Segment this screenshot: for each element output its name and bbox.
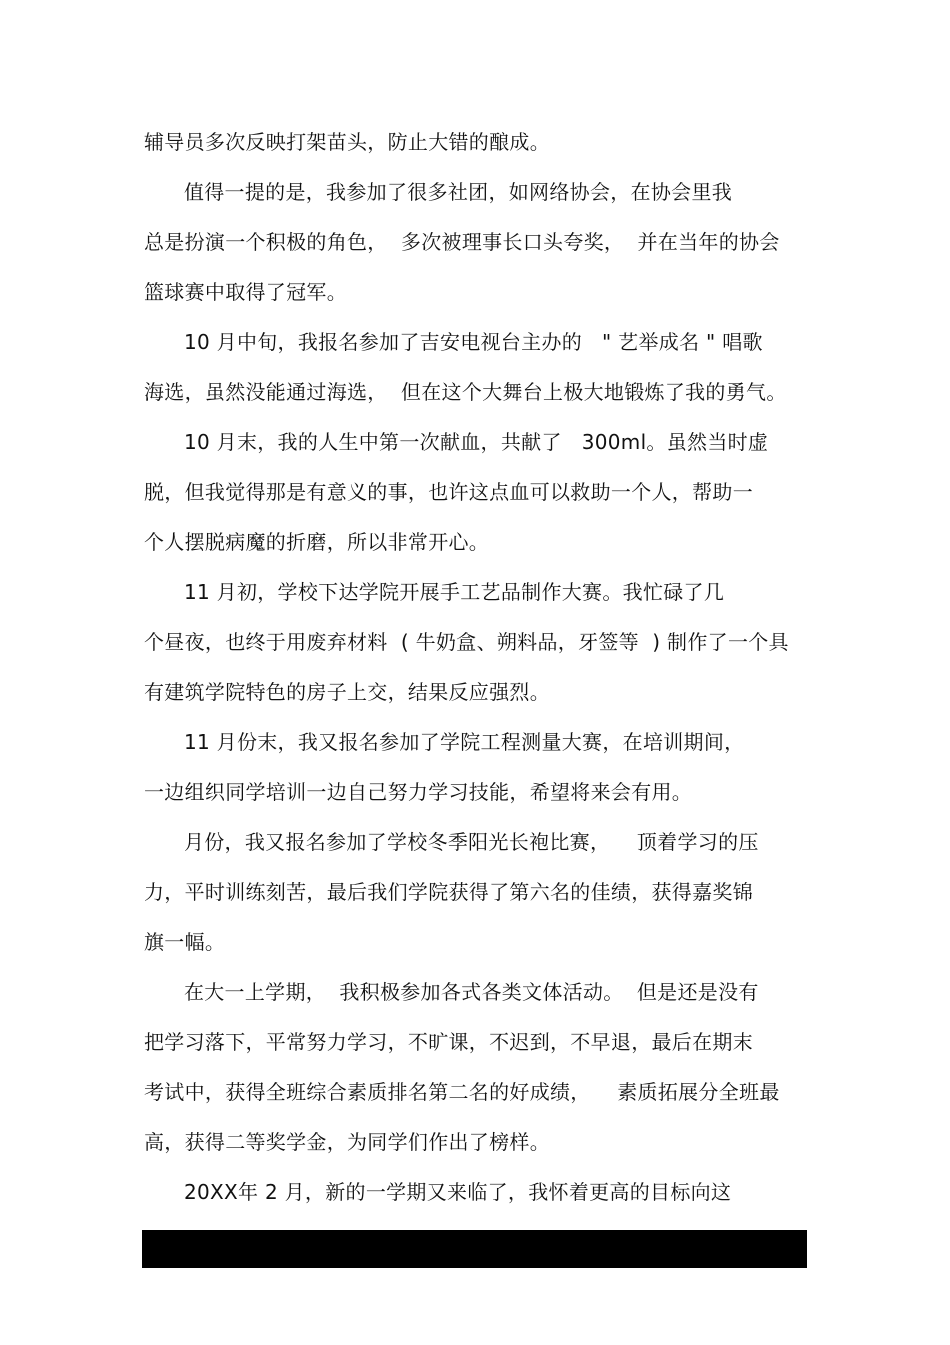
text-line: 个昼夜，也终于用废弃材料 ( 牛奶盒、朔料品，牙签等 ) 制作了一个具 [144, 630, 789, 654]
text-line: 个人摆脱病魔的折磨，所以非常开心。 [144, 530, 490, 554]
text-line: 旗一幅。 [144, 930, 226, 954]
text-line: 10 月中旬，我报名参加了吉安电视台主办的 " 艺举成名 " 唱歌 [144, 330, 763, 354]
footer-bar [142, 1230, 807, 1268]
text-line: 在大一上学期， 我积极参加各式各类文体活动。 但是还是没有 [144, 980, 759, 1004]
text-line: 10 月末，我的人生中第一次献血，共献了 300ml。虽然当时虚 [144, 430, 769, 454]
text-line: 值得一提的是，我参加了很多社团，如网络协会，在协会里我 [144, 180, 733, 204]
text-line: 11 月初，学校下达学院开展手工艺品制作大赛。我忙碌了几 [144, 580, 725, 604]
text-line: 总是扮演一个积极的角色， 多次被理事长口头夸奖， 并在当年的协会 [144, 230, 780, 254]
text-line: 有建筑学院特色的房子上交，结果反应强烈。 [144, 680, 550, 704]
text-line: 把学习落下，平常努力学习，不旷课，不迟到，不早退，最后在期末 [144, 1030, 753, 1054]
text-line: 20XX年 2 月，新的一学期又来临了，我怀着更高的目标向这 [144, 1180, 732, 1204]
text-line: 考试中，获得全班综合素质排名第二名的好成绩， 素质拓展分全班最 [144, 1080, 780, 1104]
text-line: 一边组织同学培训一边自己努力学习技能，希望将来会有用。 [144, 780, 693, 804]
text-line: 辅导员多次反映打架苗头，防止大错的酿成。 [144, 130, 550, 154]
text-line: 海选，虽然没能通过海选， 但在这个大舞台上极大地锻炼了我的勇气。 [144, 380, 787, 404]
text-line: 脱，但我觉得那是有意义的事，也许这点血可以救助一个人，帮助一 [144, 480, 753, 504]
text-line: 篮球赛中取得了冠军。 [144, 280, 347, 304]
text-line: 月份，我又报名参加了学校冬季阳光长袍比赛， 顶着学习的压 [144, 830, 759, 854]
text-line: 11 月份末，我又报名参加了学院工程测量大赛，在培训期间， [144, 730, 745, 754]
text-line: 力，平时训练刻苦，最后我们学院获得了第六名的佳绩，获得嘉奖锦 [144, 880, 753, 904]
text-line: 高，获得二等奖学金，为同学们作出了榜样。 [144, 1130, 550, 1154]
